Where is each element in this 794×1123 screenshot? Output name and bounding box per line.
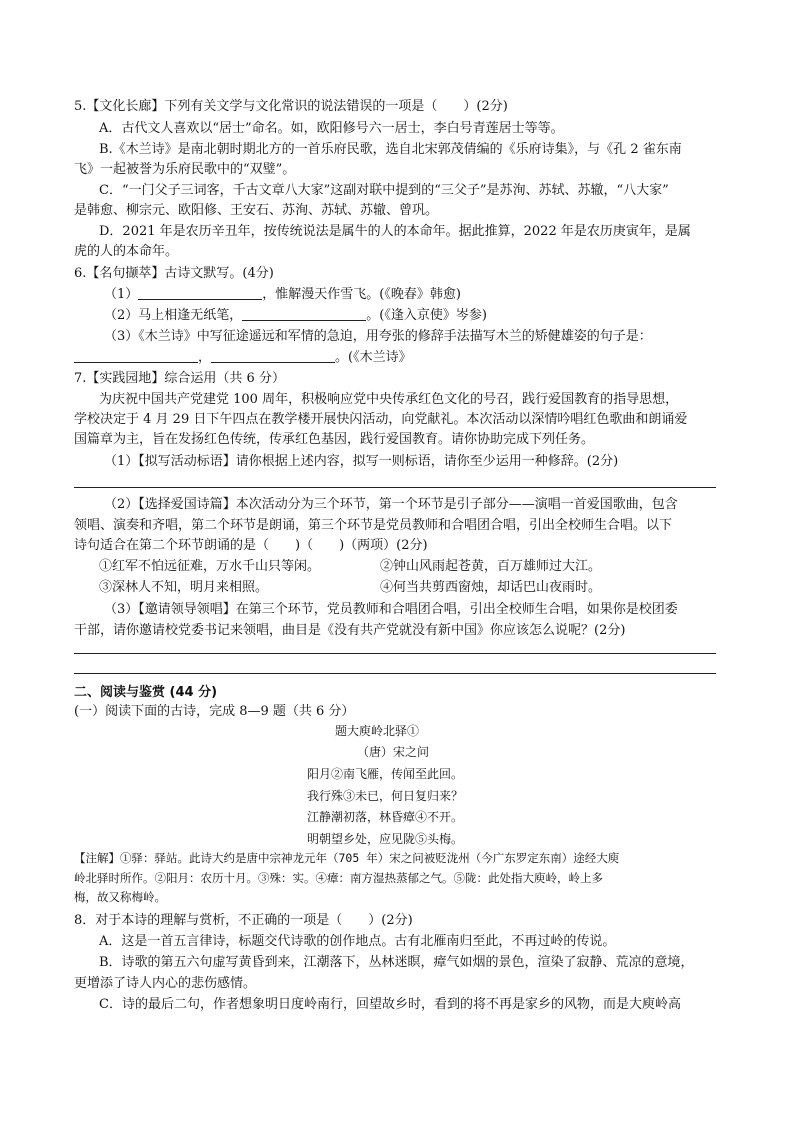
q6-item3-answer: [74, 348, 412, 368]
q6-item2-suffix: 。(《逢入京使》岑参): [366, 308, 487, 323]
poem-note-line2: 岭北驿时所作。②阳月：农历十月。③殊：实。④瘴：南方湿热蒸郁之气。⑤陇：此处指大庾岭，岭上多: [74, 871, 603, 885]
q6-item3-suffix: 。(《木兰诗》: [335, 350, 412, 365]
poem-note-line3: 梅，故又称梅岭。: [74, 890, 166, 904]
q7-sub1-answer-line[interactable]: [74, 487, 716, 488]
q6-title: 6.【名句撷萃】古诗文默写。(4分): [74, 266, 274, 281]
q6-item2: [104, 306, 487, 326]
q6-blank3[interactable]: [74, 362, 198, 363]
section-heading: 二、阅读与鉴赏 (44 分): [74, 685, 218, 700]
q5-title: 5.【文化长廊】下列有关文学与文化常识的说法错误的一项是（ ）(2分): [74, 99, 508, 114]
q7-intro-line3: 国篇章为主，旨在发扬红色传统，传承红色基因，践行爱国教育。请你协助完成下列任务。: [74, 432, 595, 447]
q6-item3-separator: ，: [198, 350, 212, 365]
q6-item1-prefix: （1）: [104, 287, 139, 302]
poem-line-1: 阳月②南飞雁，传闻至此回。: [307, 767, 464, 781]
q7-option-1: ①红军不怕远征难，万水千山只等闲。: [99, 559, 321, 574]
q5-option-d-line1: D．2021 年是农历辛丑年，按传统说法是属牛的人的本命年。据此推算，2022 年是农历庚寅年，是属: [99, 224, 691, 239]
q7-sub3-line1: （3）【邀请领导领唱】在第三个环节，党员教师和合唱团合唱，引出全校师生合唱，如果你是校团委: [104, 602, 678, 617]
poem-title: 题大庾岭北驿①: [335, 724, 420, 738]
q7-option-2: ②钟山风雨起苍黄，百万雄师过大江。: [380, 559, 602, 574]
q5-option-b-line2: 飞》一起被誉为乐府民歌中的“双璧”。: [74, 162, 296, 177]
q7-intro-line1: 为庆祝中国共产党建党 100 周年，积极响应党中央传承红色文化的号召，践行爱国教育的指导思想，: [99, 392, 679, 407]
q8-option-c-line1: C．诗的最后二句，作者想象明日度岭南行，回望故乡时，看到的将不再是家乡的风物，而是大庾岭高: [99, 997, 681, 1012]
section-subheading: (一）阅读下面的古诗，完成 8—9 题（共 6 分）: [74, 704, 355, 719]
q7-intro-line2: 学校决定于 4 月 29 日下午四点在教学楼开展快闪活动，向党献礼。本次活动以深情吟唱红色歌曲和朗诵爱: [74, 412, 688, 427]
q7-option-3: ③深林人不知，明月来相照。: [99, 580, 269, 595]
poem-line-4: 明朝望乡处，应见陇⑤头梅。: [307, 832, 464, 846]
q8-option-b-line2: 更增添了诗人内心的悲伤感情。: [74, 976, 257, 991]
q5-option-a: A．古代文人喜欢以“居士”命名。如，欧阳修号六一居士，李白号青莲居士等等。: [99, 121, 564, 136]
q7-sub2-line3: 诗句适合在第二个环节朗诵的是（ )（ )（两项）(2分): [74, 538, 428, 553]
poem-note-line1: 【注解】①驿：驿站。此诗大约是唐中宗神龙元年（705 年）宋之问被贬泷州（今广东罗定东南）途经大庾: [74, 851, 620, 865]
q6-item1: [104, 285, 461, 305]
q7-sub1: （1）【拟写活动标语】请你根据上述内容，拟写一则标语，请你至少运用一种修辞。(2分): [104, 454, 619, 469]
q8-option-a: A．这是一首五言律诗，标题交代诗歌的创作地点。古有北雁南归至此，不再过岭的传说。: [99, 934, 616, 949]
q6-blank1[interactable]: [138, 299, 262, 300]
poem-author: （唐）宋之问: [357, 745, 430, 759]
poem-line-2: 我行殊③未已，何日复归来？: [307, 789, 464, 803]
q5-option-c-line2: 是韩愈、柳宗元、欧阳修、王安石、苏洵、苏轼、苏辙、曾巩。: [74, 203, 439, 218]
q5-option-c-line1: C．“一门父子三词客，千古文章八大家”这副对联中提到的“三父子”是苏洵、苏轼、苏辙，“八大家”: [99, 183, 669, 198]
q5-option-d-line2: 虎的人的本命年。: [74, 244, 179, 259]
q7-sub2-line1: （2）【选择爱国诗篇】本次活动分为三个环节，第一个环节是引子部分——演唱一首爱国歌曲，包含: [104, 497, 678, 512]
q8-title: 8．对于本诗的理解与赏析，不正确的一项是（ ）(2分): [74, 913, 413, 928]
q6-item2-prefix: （2）马上相逢无纸笔，: [104, 308, 243, 323]
q7-option-4: ④何当共剪西窗烛，却话巴山夜雨时。: [380, 580, 602, 595]
q6-item3: （3）《木兰诗》中写征途遥远和军情的急迫，用夸张的修辞手法描写木兰的矫健雄姿的句子是：: [104, 329, 652, 344]
q7-sub3-answer-line1[interactable]: [74, 653, 716, 654]
q6-item1-suffix: ，惟解漫天作雪飞。(《晚春》韩愈): [262, 287, 461, 302]
poem-line-3: 江静潮初落，林昏瘴④不开。: [307, 810, 464, 824]
q7-title: 7.【实践园地】综合运用（共 6 分）: [74, 371, 285, 386]
q7-sub3-answer-line2[interactable]: [74, 673, 716, 674]
q5-option-b-line1: B.《木兰诗》是南北朝时期北方的一首乐府民歌，选自北宋郭茂倩编的《乐府诗集》，与《孔 2 雀东南: [99, 142, 682, 157]
q7-sub2-line2: 领唱、演奏和齐唱，第二个环节是朗诵，第三个环节是党员教师和合唱团合唱，引出全校师生合唱。以下: [74, 518, 673, 533]
q8-option-b-line1: B．诗歌的第五六句虚写黄昏到来，江潮落下，丛林迷瞑，瘴气如烟的景色，渲染了寂静、荒凉的意境，: [99, 955, 694, 970]
q7-sub3-line2: 干部，请你邀请校党委书记来领唱，曲目是《没有共产党就没有新中国》你应该怎么说呢？(2分): [74, 623, 626, 638]
q6-blank2[interactable]: [242, 320, 366, 321]
q6-blank4[interactable]: [211, 362, 335, 363]
